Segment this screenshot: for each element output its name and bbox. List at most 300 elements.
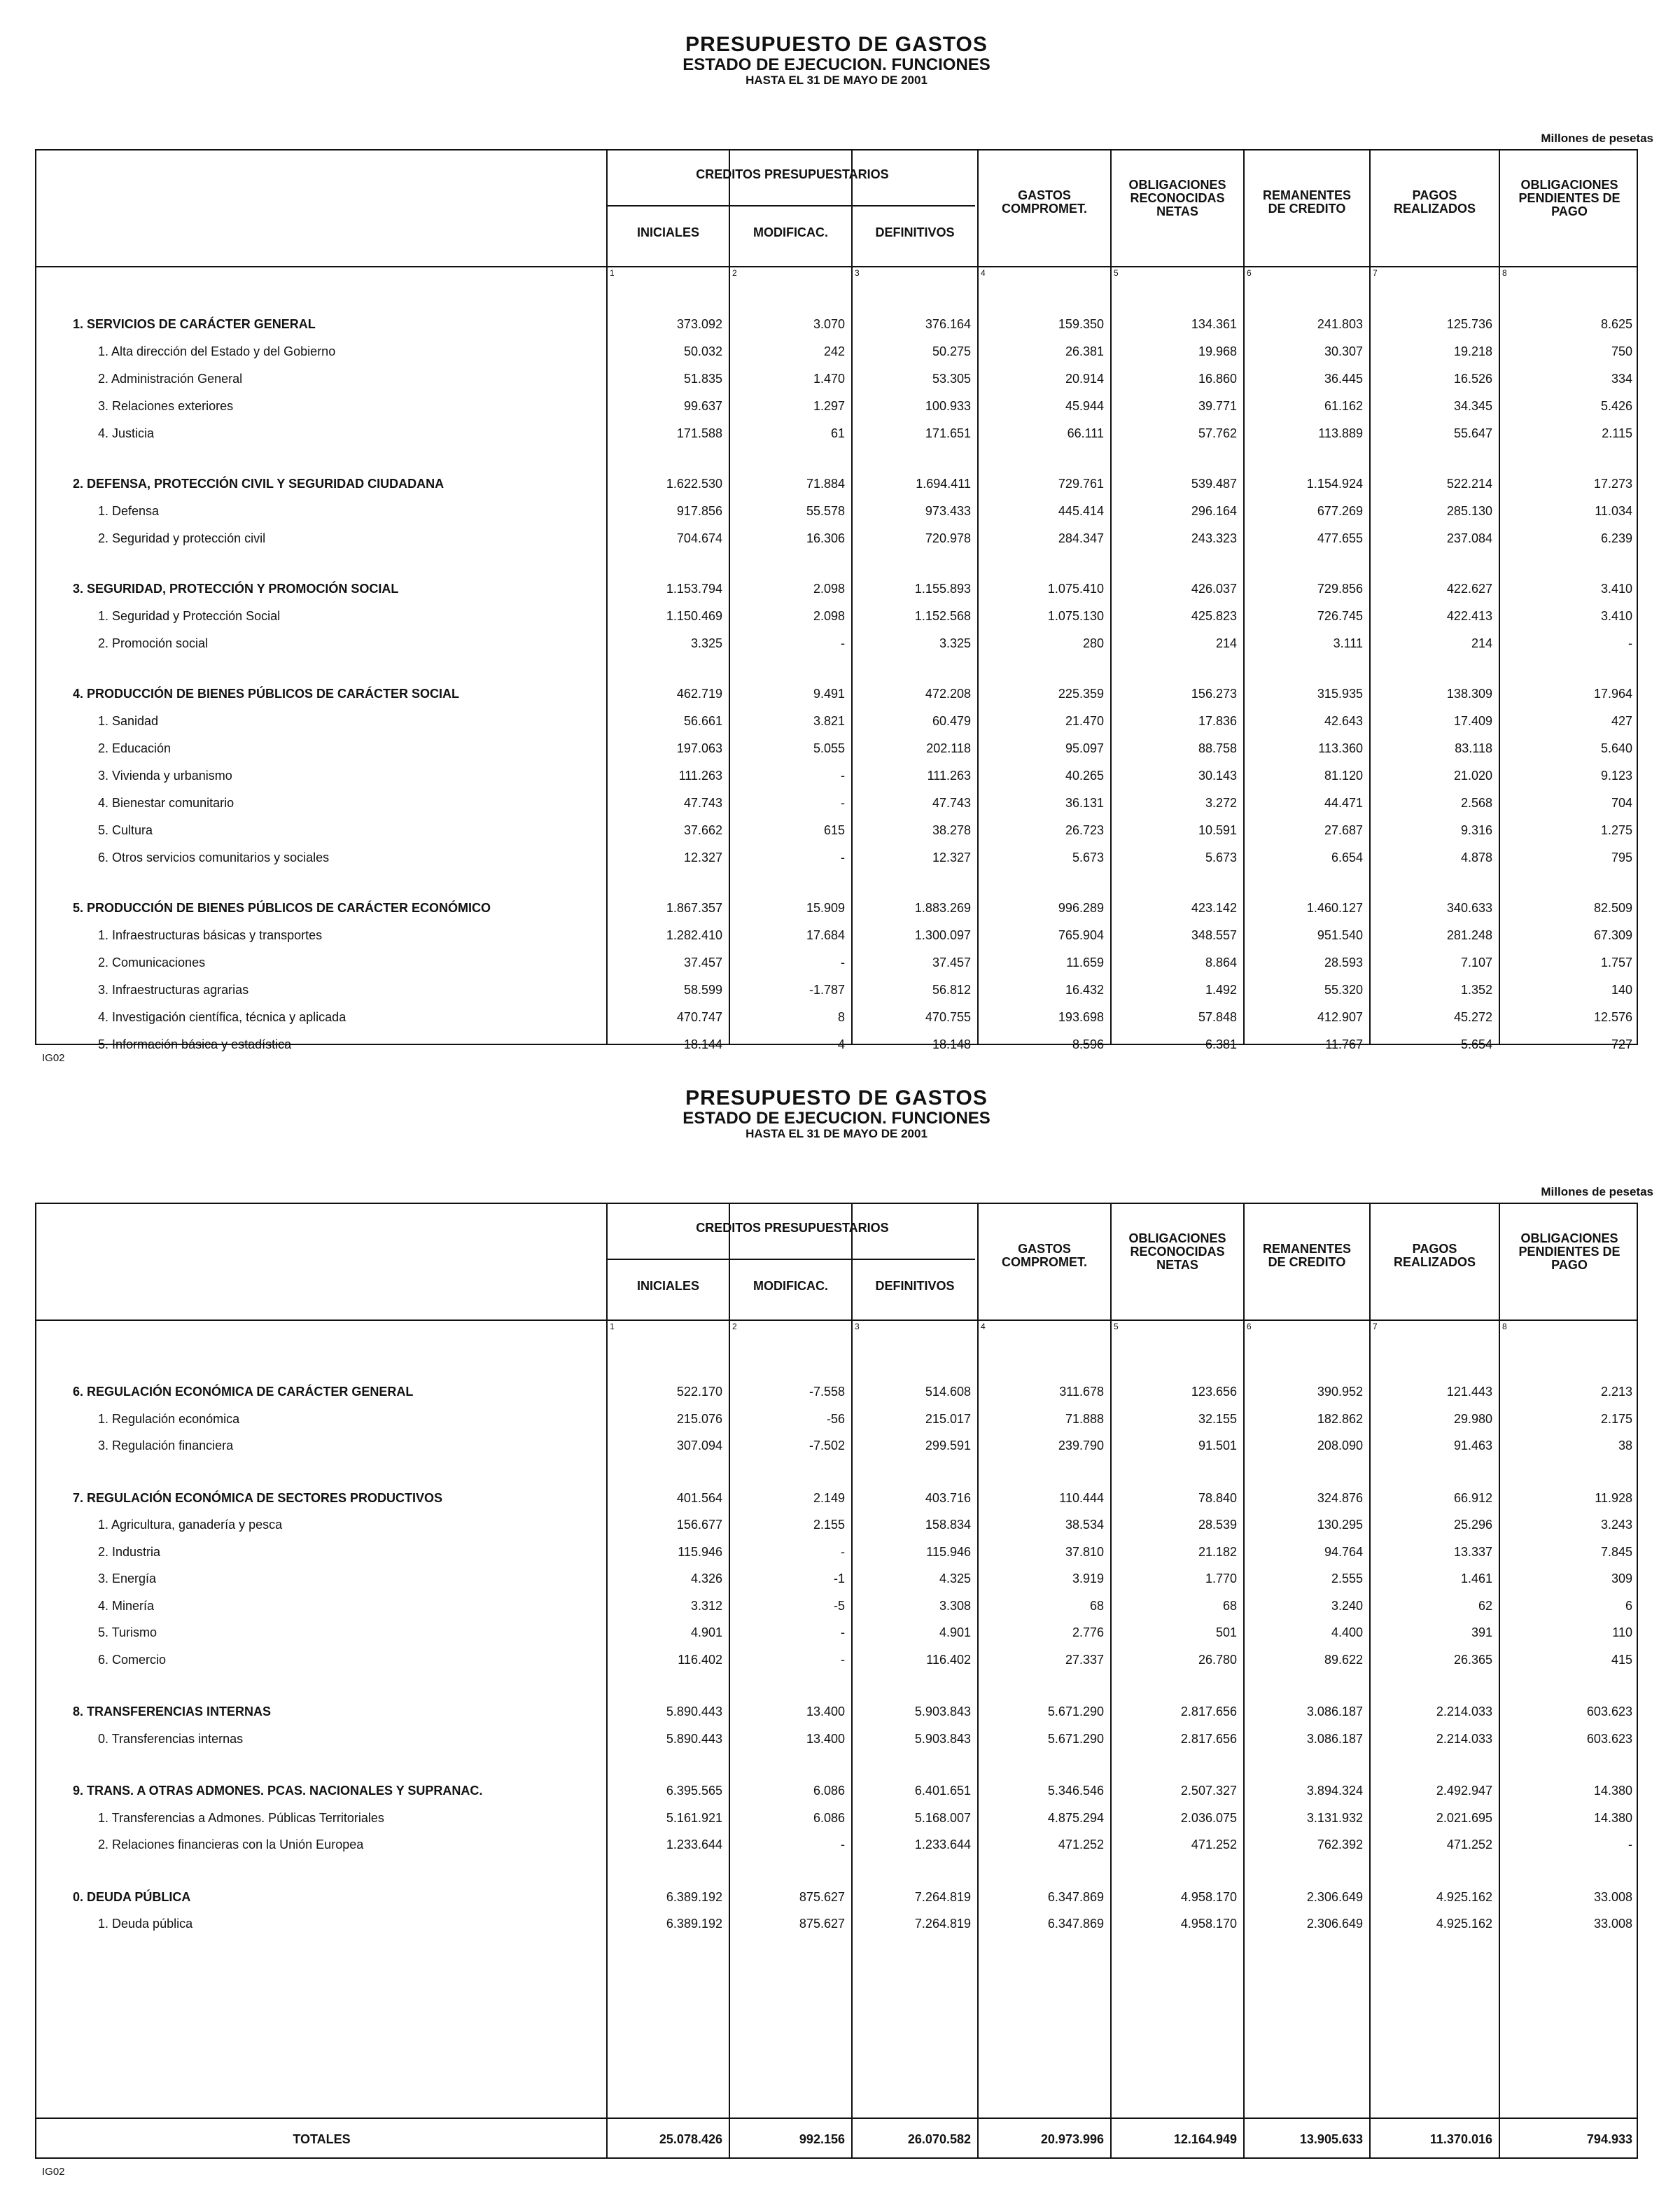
group-row (36, 895, 1639, 920)
cell-value: 47.743 (932, 796, 971, 810)
cell-value: 17.684 (806, 928, 845, 942)
cell-value: 115.946 (678, 1544, 722, 1559)
column-number: 2 (732, 268, 737, 278)
cell-value: 7.107 (1460, 955, 1492, 969)
page-subtitle: ESTADO DE EJECUCION. FUNCIONES (682, 55, 990, 74)
cell-value: 2.098 (813, 582, 845, 596)
cell-value: 720.978 (925, 531, 971, 545)
row-label: 5. Turismo (98, 1625, 158, 1639)
cell-value: 6.389.192 (666, 1917, 722, 1931)
column-number: 5 (1114, 1322, 1119, 1331)
cell-value: 134.361 (1191, 317, 1237, 331)
column-number: 3 (855, 268, 860, 278)
cell-value: 33.008 (1593, 1917, 1632, 1931)
cell-value: 285.130 (1446, 504, 1492, 518)
column-divider (1499, 1204, 1500, 2157)
cell-value: 2.115 (1602, 426, 1632, 440)
cell-value: 89.622 (1324, 1652, 1363, 1667)
cell-value: 12.576 (1593, 1010, 1632, 1024)
cell-value: 2.149 (813, 1490, 845, 1505)
cell-value: - (841, 769, 845, 783)
title-block (35, 34, 1638, 88)
table-row (36, 1512, 1639, 1537)
cell-value: 5.890.443 (666, 1731, 722, 1746)
cell-value: 171.588 (676, 426, 722, 440)
cell-value: 1.275 (1600, 823, 1632, 837)
header-line: PENDIENTES DE (1518, 1245, 1620, 1259)
cell-value: 88.758 (1198, 741, 1237, 755)
cell-value: 3.272 (1205, 796, 1237, 810)
cell-value: 60.479 (932, 714, 971, 728)
header-line: DE CREDITO (1268, 1255, 1346, 1269)
cell-value: 311.678 (1059, 1385, 1104, 1399)
cell-value: 3.086.187 (1306, 1704, 1363, 1718)
cell-value: 3.240 (1331, 1598, 1363, 1613)
page-title: PRESUPUESTO DE GASTOS (685, 1086, 988, 1110)
budget-table (35, 149, 1638, 1051)
row-label: 3. Energía (98, 1572, 157, 1586)
cell-value: 5.673 (1072, 850, 1104, 864)
cell-value: 412.907 (1317, 1010, 1363, 1024)
cell-value: 45.272 (1453, 1010, 1492, 1024)
cell-value: 5.890.443 (666, 1704, 722, 1718)
cell-value: 8.596 (1072, 1037, 1104, 1051)
header-line: PAGOS (1412, 1242, 1457, 1256)
table-row (36, 1406, 1639, 1432)
cell-value: 1.770 (1205, 1572, 1237, 1586)
cell-value: 113.360 (1318, 741, 1363, 755)
column-number: 7 (1373, 1322, 1378, 1331)
cell-value: 4.901 (690, 1625, 722, 1639)
cell-value: 12.327 (683, 850, 722, 864)
cell-value: 4.925.162 (1436, 1917, 1492, 1931)
cell-value: 1.867.357 (666, 901, 722, 915)
cell-value: 1.233.644 (666, 1837, 722, 1851)
table-row (36, 818, 1639, 843)
cell-value: 1.153.794 (666, 582, 722, 596)
cell-value: 729.761 (1058, 477, 1104, 491)
cell-value: 71.884 (806, 477, 845, 491)
cell-value: 750 (1611, 344, 1632, 358)
cell-value: 296.164 (1191, 504, 1237, 518)
cell-value: 32.155 (1198, 1411, 1237, 1426)
cell-value: 95.097 (1065, 741, 1104, 755)
total-value: 12.164.949 (1173, 2132, 1237, 2146)
cell-value: 111.263 (678, 769, 722, 783)
header-modificac: MODIFICAC. (753, 225, 828, 239)
header-modificac: MODIFICAC. (753, 1279, 828, 1293)
cell-value: 3.919 (1072, 1572, 1104, 1586)
cell-value: 115.946 (926, 1544, 971, 1559)
header-gastos (978, 1242, 1111, 1269)
header-definitivos: DEFINITIVOS (875, 1279, 955, 1293)
cell-value: 243.323 (1191, 531, 1237, 545)
cell-value: 762.392 (1317, 1837, 1363, 1851)
column-divider (1110, 1204, 1112, 2157)
group-label: 8. TRANSFERENCIAS INTERNAS (73, 1704, 272, 1718)
cell-value: 1.150.469 (666, 609, 722, 623)
cell-value: 514.608 (925, 1385, 971, 1399)
cell-value: -56 (826, 1411, 845, 1426)
cell-value: 795 (1611, 850, 1632, 864)
cell-value: 215.017 (925, 1411, 971, 1426)
page-subtitle: ESTADO DE EJECUCION. FUNCIONES (682, 1109, 990, 1128)
cell-value: 6.381 (1205, 1037, 1237, 1051)
cell-value: 4.925.162 (1436, 1889, 1492, 1904)
total-value: 25.078.426 (659, 2132, 722, 2146)
cell-value: 2.492.947 (1436, 1784, 1492, 1798)
totals-divider (36, 2118, 1637, 2119)
cell-value: 471.252 (1446, 1837, 1492, 1851)
cell-value: 17.964 (1593, 687, 1632, 701)
cell-value: 71.888 (1065, 1411, 1104, 1426)
cell-value: 215.076 (676, 1411, 722, 1426)
header-line: PAGO (1551, 204, 1588, 218)
table-row (36, 736, 1639, 761)
cell-value: 116.402 (926, 1652, 971, 1667)
cell-value: 67.309 (1593, 928, 1632, 942)
cell-value: 37.810 (1065, 1544, 1104, 1559)
cell-value: - (841, 1652, 845, 1667)
cell-value: 729.856 (1317, 582, 1363, 596)
row-label: 3. Infraestructuras agrarias (98, 983, 249, 997)
cell-value: 2.175 (1600, 1411, 1632, 1426)
cell-value: 7.845 (1600, 1544, 1632, 1559)
cell-value: 11.767 (1325, 1037, 1363, 1051)
cell-value: 2.036.075 (1180, 1810, 1237, 1825)
cell-value: 50.275 (932, 344, 971, 358)
table-row (36, 339, 1639, 364)
cell-value: 81.120 (1324, 769, 1363, 783)
group-label: 4. PRODUCCIÓN DE BIENES PÚBLICOS DE CARÁCTER SOCIAL (73, 687, 460, 701)
cell-value: 522.170 (676, 1385, 722, 1399)
cell-value: 55.320 (1324, 983, 1363, 997)
cell-value: 33.008 (1593, 1889, 1632, 1904)
row-label: 1. Transferencias a Admones. Públicas Territoriales (98, 1810, 384, 1825)
total-value: 794.933 (1586, 2132, 1632, 2146)
cell-value: 1.461 (1460, 1572, 1492, 1586)
table-row (36, 790, 1639, 816)
header-line: OBLIGACIONES (1128, 178, 1226, 192)
group-row (36, 471, 1639, 496)
cell-value: 12.327 (932, 850, 971, 864)
column-number: 4 (981, 1322, 986, 1331)
cell-value: 6.086 (813, 1784, 845, 1798)
group-label: 2. DEFENSA, PROTECCIÓN CIVIL Y SEGURIDAD CIUDADANA (73, 477, 444, 491)
header-remanentes (1244, 189, 1370, 216)
header-line: REALIZADOS (1394, 1255, 1476, 1269)
header-pendientes (1499, 178, 1639, 218)
cell-value: 501 (1215, 1625, 1237, 1639)
cell-value: 7.264.819 (914, 1889, 971, 1904)
cell-value: 1.352 (1460, 983, 1492, 997)
column-divider (977, 1204, 979, 2157)
cell-value: 704 (1611, 796, 1632, 810)
cell-value: 4.325 (939, 1572, 971, 1586)
table-row (36, 603, 1639, 629)
header-line: PAGOS (1412, 188, 1457, 202)
cell-value: 3.131.932 (1306, 1810, 1363, 1825)
cell-value: 2.306.649 (1306, 1917, 1363, 1931)
cell-value: 57.762 (1198, 426, 1237, 440)
cell-value: 603.623 (1586, 1731, 1632, 1746)
cell-value: 17.409 (1453, 714, 1492, 728)
group-row (36, 312, 1639, 337)
column-number: 6 (1247, 1322, 1252, 1331)
cell-value: 110.444 (1059, 1490, 1104, 1505)
cell-value: 121.443 (1446, 1385, 1492, 1399)
cell-value: 1.152.568 (914, 609, 971, 623)
cell-value: 16.526 (1453, 372, 1492, 386)
cell-value: 111.263 (927, 769, 971, 783)
cell-value: 34.345 (1453, 399, 1492, 413)
row-label: 2. Educación (98, 741, 172, 755)
row-label: 4. Minería (98, 1598, 155, 1613)
cell-value: - (841, 1625, 845, 1639)
cell-value: 123.656 (1191, 1385, 1237, 1399)
row-label: 2. Relaciones financieras con la Unión Europea (98, 1837, 364, 1851)
cell-value: 426.037 (1191, 582, 1237, 596)
cell-value: 5.640 (1600, 741, 1632, 755)
table-row (36, 1805, 1639, 1830)
cell-value: 44.471 (1324, 796, 1363, 810)
column-number: 1 (610, 1322, 615, 1331)
cell-value: 36.445 (1324, 372, 1363, 386)
header-pagos (1370, 1242, 1499, 1269)
group-label: 9. TRANS. A OTRAS ADMONES. PCAS. NACIONALES Y SUPRANAC. (73, 1784, 483, 1798)
cell-value: 1.075.410 (1047, 582, 1104, 596)
cell-value: 477.655 (1317, 531, 1363, 545)
group-label: 3. SEGURIDAD, PROTECCIÓN Y PROMOCIÓN SOCIAL (73, 582, 399, 596)
cell-value: 1.155.893 (914, 582, 971, 596)
column-number: 2 (732, 1322, 737, 1331)
cell-value: - (841, 1837, 845, 1851)
cell-value: 37.457 (932, 955, 971, 969)
cell-value: -1 (833, 1572, 845, 1586)
cell-value: -7.502 (808, 1438, 845, 1452)
header-line: GASTOS (1018, 1242, 1071, 1256)
cell-value: 1.300.097 (914, 928, 971, 942)
cell-value: 1.694.411 (916, 477, 971, 491)
cell-value: 427 (1611, 714, 1632, 728)
cell-value: 242 (823, 344, 845, 358)
cell-value: 56.661 (683, 714, 722, 728)
cell-value: 5.671.290 (1047, 1731, 1104, 1746)
cell-value: 193.698 (1058, 1010, 1104, 1024)
cell-value: 299.591 (925, 1438, 971, 1452)
cell-value: 422.413 (1446, 609, 1492, 623)
units-label: Millones de pesetas (1541, 132, 1653, 145)
cell-value: 2.306.649 (1306, 1889, 1363, 1904)
header-line: OBLIGACIONES (1520, 178, 1618, 192)
group-row (36, 1379, 1639, 1404)
cell-value: 3.070 (813, 317, 845, 331)
cell-value: -7.558 (808, 1385, 845, 1399)
cell-value: - (841, 796, 845, 810)
cell-value: 62 (1478, 1598, 1492, 1613)
cell-value: 20.914 (1065, 372, 1104, 386)
header-line: REMANENTES (1262, 1242, 1351, 1256)
cell-value: - (841, 1544, 845, 1559)
cell-value: 471.252 (1191, 1837, 1237, 1851)
cell-value: -5 (833, 1598, 845, 1613)
cell-value: 26.365 (1453, 1652, 1492, 1667)
total-value: 20.973.996 (1040, 2132, 1104, 2146)
header-line: OBLIGACIONES (1520, 1231, 1618, 1245)
cell-value: 116.402 (678, 1652, 722, 1667)
cell-value: 57.848 (1198, 1010, 1237, 1024)
cell-value: 3.111 (1333, 636, 1363, 650)
cell-value: - (841, 636, 845, 650)
cell-value: 171.651 (925, 426, 971, 440)
cell-value: 42.643 (1324, 714, 1363, 728)
cell-value: 110 (1612, 1625, 1632, 1639)
row-label: 6. Otros servicios comunitarios y sociales (98, 850, 330, 864)
cell-value: 3.312 (690, 1598, 722, 1613)
cell-value: 6.654 (1331, 850, 1363, 864)
cell-value: 2.098 (813, 609, 845, 623)
row-label: 3. Relaciones exteriores (98, 399, 234, 413)
row-label: 5. Información básica y estadística (98, 1037, 292, 1051)
cell-value: 3.086.187 (1306, 1731, 1363, 1746)
cell-value: 348.557 (1191, 928, 1237, 942)
cell-value: 423.142 (1191, 901, 1237, 915)
column-number: 6 (1247, 268, 1252, 278)
row-label: 6. Comercio (98, 1652, 167, 1667)
cell-value: 47.743 (683, 796, 722, 810)
cell-value: 29.980 (1453, 1411, 1492, 1426)
cell-value: 91.501 (1198, 1438, 1237, 1452)
row-label: 2. Industria (98, 1544, 161, 1559)
row-label: 0. Transferencias internas (98, 1731, 244, 1746)
cell-value: 5.673 (1205, 850, 1237, 864)
cell-value: 82.509 (1593, 901, 1632, 915)
cell-value: 94.764 (1324, 1544, 1363, 1559)
cell-value: 18.148 (932, 1037, 971, 1051)
cell-value: 603.623 (1586, 1704, 1632, 1718)
row-label: 5. Cultura (98, 823, 153, 837)
cell-value: 6.239 (1600, 531, 1632, 545)
cell-value: 3.410 (1600, 609, 1632, 623)
cell-value: 225.359 (1058, 687, 1104, 701)
column-divider (851, 1204, 853, 2157)
cell-value: 18.144 (683, 1037, 722, 1051)
cell-value: 13.400 (806, 1731, 845, 1746)
cell-value: 58.599 (683, 983, 722, 997)
cell-value: 37.662 (683, 823, 722, 837)
footer-code: IG02 (42, 2166, 65, 2178)
cell-value: 21.470 (1065, 714, 1104, 728)
cell-value: 38.278 (932, 823, 971, 837)
cell-value: 13.400 (806, 1704, 845, 1718)
cell-value: 8.864 (1205, 955, 1237, 969)
cell-value: 214 (1215, 636, 1237, 650)
cell-value: 38.534 (1065, 1518, 1104, 1532)
cell-value: 917.856 (676, 504, 722, 518)
cell-value: 28.539 (1198, 1518, 1237, 1532)
cell-value: 16.432 (1065, 983, 1104, 997)
group-label: 7. REGULACIÓN ECONÓMICA DE SECTORES PRODUCTIVOS (73, 1490, 443, 1505)
cell-value: 10.591 (1198, 823, 1237, 837)
cell-value: 704.674 (676, 531, 722, 545)
header-creditos-presupuestarios: CREDITOS PRESUPUESTARIOS (696, 167, 889, 181)
cell-value: 951.540 (1317, 928, 1363, 942)
header-line: RECONOCIDAS (1130, 191, 1225, 205)
table-row (36, 1832, 1639, 1857)
cell-value: 340.633 (1446, 901, 1492, 915)
budget-table (35, 1203, 1638, 2159)
cell-value: 8.625 (1600, 317, 1632, 331)
row-label: 1. Sanidad (98, 714, 159, 728)
cell-value: 324.876 (1317, 1490, 1363, 1505)
cell-value: 1.154.924 (1306, 477, 1363, 491)
units-label: Millones de pesetas (1541, 1185, 1653, 1198)
table-row (36, 526, 1639, 551)
cell-value: 2.817.656 (1180, 1731, 1237, 1746)
cell-value: 4 (837, 1037, 845, 1051)
cell-value: 2.214.033 (1436, 1704, 1492, 1718)
cell-value: 68 (1089, 1598, 1104, 1613)
cell-value: 37.457 (683, 955, 722, 969)
cell-value: 615 (823, 823, 845, 837)
cell-value: 51.835 (683, 372, 722, 386)
cell-value: 422.627 (1446, 582, 1492, 596)
header-line: COMPROMET. (1001, 202, 1087, 216)
cell-value: 28.593 (1324, 955, 1363, 969)
footer-code: IG02 (42, 1052, 65, 1064)
group-row (36, 1778, 1639, 1803)
cell-value: 53.305 (932, 372, 971, 386)
cell-value: 156.677 (676, 1518, 722, 1532)
table-row (36, 498, 1639, 524)
group-row (36, 1699, 1639, 1724)
cell-value: 239.790 (1058, 1438, 1104, 1452)
cell-value: 2.214.033 (1436, 1731, 1492, 1746)
cell-value: 996.289 (1058, 901, 1104, 915)
cell-value: 202.118 (926, 741, 971, 755)
title-block (35, 1087, 1638, 1141)
header-divider (36, 266, 1637, 267)
cell-value: 100.933 (925, 399, 971, 413)
cell-value: 5.346.546 (1047, 1784, 1104, 1798)
cell-value: 197.063 (676, 741, 722, 755)
table-row (36, 421, 1639, 446)
cell-value: 2.507.327 (1180, 1784, 1237, 1798)
cell-value: 973.433 (925, 504, 971, 518)
cell-value: 4.400 (1331, 1625, 1363, 1639)
cell-value: - (841, 850, 845, 864)
table-row (36, 1539, 1639, 1564)
cell-value: 21.020 (1453, 769, 1492, 783)
cell-value: 125.736 (1446, 317, 1492, 331)
row-label: 1. Regulación económica (98, 1411, 240, 1426)
cell-value: 1.622.530 (666, 477, 722, 491)
table-row (36, 1566, 1639, 1591)
header-line: RECONOCIDAS (1130, 1245, 1225, 1259)
cell-value: 21.182 (1198, 1544, 1237, 1559)
cell-value: 425.823 (1191, 609, 1237, 623)
total-value: 11.370.016 (1429, 2132, 1492, 2146)
cell-value: - (841, 955, 845, 969)
cell-value: 5.168.007 (914, 1810, 971, 1825)
header-line: PENDIENTES DE (1518, 191, 1620, 205)
row-label: 3. Regulación financiera (98, 1438, 234, 1452)
cell-value: 130.295 (1317, 1518, 1363, 1532)
cell-value: 726.745 (1317, 609, 1363, 623)
page-title: PRESUPUESTO DE GASTOS (685, 33, 988, 56)
cell-value: - (1628, 636, 1632, 650)
group-label: 6. REGULACIÓN ECONÓMICA DE CARÁCTER GENERAL (73, 1385, 414, 1399)
